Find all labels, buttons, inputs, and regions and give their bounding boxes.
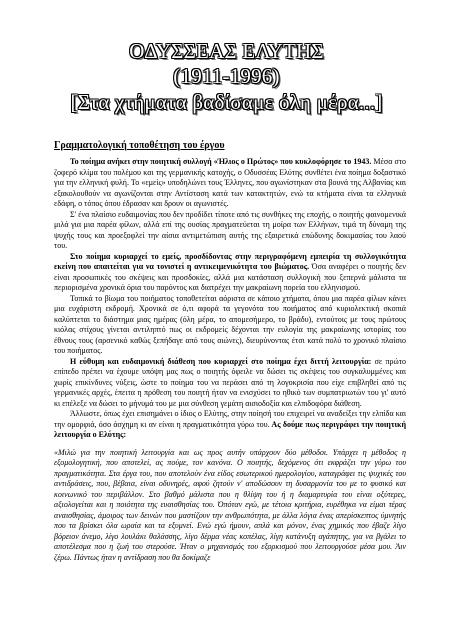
paragraph-6-text: Άλλωστε, όπως έχει επισημάνει ο ίδιος ο Ελύτης, στην ποίησή του επιχειρεί να αναδείξει την ελπίδα και την ομορφιά, όσο άσχημη κι αν είναι η πραγματικότητα γύρω του. — [54, 409, 406, 429]
paragraph-3-bold: Στο ποίημα κυριαρχεί το εμείς, προσδίδοντας στην περιγραφόμενη εμπειρία τη συλλογικότητα εκείνη που απαιτείται για να τονιστεί η αντικειμενικότητα του βιώματος. — [54, 251, 406, 271]
paragraph-1-text: Μέσα στο ζοφερό κλίμα του πολέμου και της γερμανικής κατοχής, ο Οδυσσέας Ελύτης συνθέτει ένα ποίημα δοξαστικό για την ελληνική φυλή. Το «εμείς» υποδηλώνει τους Έλληνες, που αγωνίστηκαν στα βουνά της Αλβανίας και εξακολουθούν να αγωνίζονται στην Αντίσταση κατά των κατακτητών, ενώ τα κτήματα είναι τα ελληνικά εδάφη, ο τόπος όπου έδρασαν και δρουν οι αγωνιστές. — [54, 157, 406, 208]
document-body — [54, 157, 406, 563]
paragraph-3-text: Όσα αναφέρει ο ποιητής δεν είναι προσωπικές του σκέψεις και προσδοκίες, αλλά μια κατάσταση συλλογική που ξεπερνά μάλιστα τα περιορισμένα χρονικά όρια του παρόντος και διατρέχει την μακραίωνη πορεία του ελληνισμού. — [54, 262, 406, 292]
paragraph-1 — [54, 157, 406, 210]
paragraph-3 — [54, 252, 406, 294]
paragraph-2: Σ' ένα πλαίσιο ευδαιμονίας που δεν προδίδει τίποτε από τις συνθήκες της εποχής, ο ποιητής φαινομενικά μιλά για μια παρέα φίλων, αλλά επί της ουσίας πραγματεύεται τη μοίρα των Ελλήνων, τιμά τη δύναμη της ψυχής τους και προεξοφλεί την αίσια αντιμετώπιση αυτής της εξαιρετικά επώδυνης δοκιμασίας του λαού του. — [54, 209, 406, 250]
paragraph-5-text: σε πρώτο επίπεδο πρέπει να έχουμε υπόψη μας πως ο ποιητής όφειλε να δώσει τις σκέψεις του συγκαλυμμένες και χωρίς επικίνδυνες νύξεις, ώστε το ποίημα του να περάσει από τη λογοκρισία που είχε επιβληθεί από τις γερμανικές αρχές, έπειτα η πρόθεση του ποιητή ήταν να ενισχύσει το ηθικό των συμπατριωτών του γι' αυτό κι επέλεξε να δώσει το μήνυμά του με μια σύνθεση γεμάτη αισιοδοξία και ελπιδοφόρα διάθεση. — [54, 356, 406, 408]
paragraph-6 — [54, 409, 406, 441]
title-poem: [Στα χτήματα βαδίσαμε όλη μέρα...] — [70, 90, 383, 114]
title-years: (1911-1996) — [173, 64, 280, 88]
paragraph-5 — [54, 357, 406, 410]
title-author-name: ΟΔΥΣΣΕΑΣ ΕΛΥΤΗΣ — [129, 39, 324, 63]
paragraph-1-bold: Το ποίημα ανήκει στην ποιητική συλλογή «Ήλιος ο Πρώτος» που κυκλοφόρησε το 1943. — [70, 157, 372, 166]
paragraph-5-bold: Η εύθυμη και ευδαιμονική διάθεση που κυριαρχεί στο ποίημα έχει διττή λειτουργία: — [70, 356, 372, 366]
elytis-quote: «Μιλώ για την ποιητική λειτουργία και ως προς αυτήν υπάρχουν δύο μέθοδοι. Υπάρχει η μέθοδος η εξομολογητική, που αποτελεί, ας πούμε, τον κανόνα. Ο ποιητής, δεχόμενος ότι εκφράζει την γύρω του πραγματικότητα. Στα έργα του, που αποτελούν ένα είδος εσωτερικού ημερολογίου, καταγράφει τις ψυχικές του αντιδράσεις, που, βέβαια, είναι οδυνηρές, αφού ζητούν ν' αποδώσουν τη δυσαρμονία του με το φυσικό και κοινωνικό του περιβάλλον. Στο βαθμό μάλιστα που η θλίψη του ή η διαμαρτυρία του είναι οξύτερες, αξιολογείται και η ποιότητα της ευαισθησίας του. Όπόταν εγώ, με τέτοια κριτήρια, ευρέθηκα να είμαι τέρας αναισθησίας, άμοιρος των δεινών που μαστίζουν την ανθρωπότητα, με άλλα λόγια ένας απερίσκεπτος ύμνητής που τα βρίσκει όλα ωραία και τα εξυμνεί. Ενώ εγώ ήμουν, απλά και μόνον, ένας χημικός που έβαζε λίγο βόρειον άνεμο, λίγο λουλάκι θαλάσσης, λίγο δέρμα νέας κοπέλας, λίγη κατάνυξη αγάπητης, για να βγάλει το αποτέλεσμα που η ζωή του στερούσε. Ήταν ο μηχανισμός του εξορκισμού που λειτουργούσε μέσα μου. Άιν ζέρω. Πάντως ήταν η αντίδραση που θα δοκίμαζε — [54, 447, 406, 562]
section-heading: Γραμματολογική τοποθέτηση του έργου — [54, 140, 225, 151]
paragraph-4: Τοπικά το βίωμα του ποιήματος τοποθετείται αόριστα σε κάποιο χτήματα, όπου μια παρέα φίλων κάνει μια ευχάριστη εκδρομή. Χρονικά σε ό,τι αφορά τα γεγονότα του ποιήματος από κυριολεκτική σκοπιά καλύπτεται το διάστημα μιας ημέρας (όλη μέρα, το απομεσήμερο, το βράδυ), εντούτοις με τους πρώτους κιόλας στίχους γίνεται αντιληπτό πως οι εκδρομείς δέχονται την ευλογία της μακραίωνης ιστορίας του έθνους τους (αρσενικό καθώς ξεπήδαγε από τους αιώνες), διευρύνοντας έτσι κατά πολύ το χρονικό πλαίσιο του ποιήματος. — [54, 293, 406, 355]
paragraph-6-bold: Ας δούμε πως περιγράφει την ποιητική λειτουργία ο Ελύτης: — [54, 419, 406, 439]
